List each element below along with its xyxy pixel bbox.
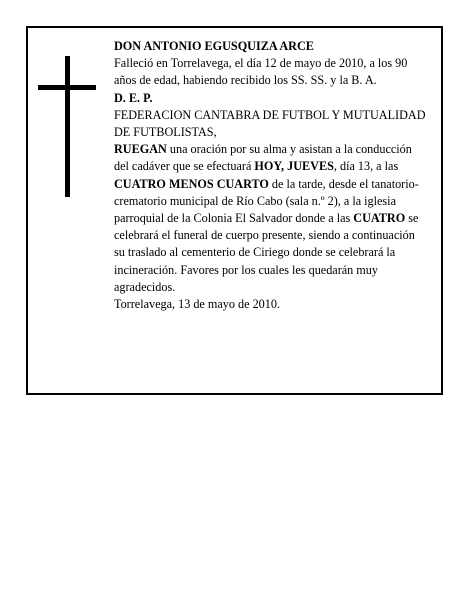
death-announcement: Falleció en Torrelavega, el día 12 de mayo de 2010, a los 90 años de edad, habiendo recibido los SS. SS. y la B. A. — [114, 56, 408, 88]
place-and-date: Torrelavega, 13 de mayo de 2010. — [114, 297, 280, 312]
first-time-label: CUATRO MENOS CUARTO — [114, 176, 269, 191]
second-time-label: CUATRO — [353, 211, 406, 226]
date-text: , día 13, a las — [333, 159, 399, 174]
deceased-name: DON ANTONIO EGUSQUIZA ARCE — [114, 39, 314, 53]
ruegan-label: RUEGAN — [114, 142, 167, 157]
request-text: una oración por su alma y asistan a la conducción del cadáver que se efectuará — [114, 142, 412, 174]
route-text: de la tarde, desde el tanatorio-crematorio municipal de Río Cabo (sala n.º 2), a la iglesia parroquial de la Colonia El Salvador donde a las — [114, 176, 419, 226]
closing-text: se celebrará el funeral de cuerpo presente, siendo a continuación su traslado al cementerio de Ciriego donde se celebrará la incineración. Favores por los cuales les quedarán muy agradecidos. — [114, 211, 419, 294]
day-label: HOY, JUEVES — [254, 159, 334, 174]
obituary-text — [114, 38, 427, 313]
cross-icon — [65, 56, 70, 197]
cross-icon-crossbar — [38, 85, 96, 90]
organization-name: FEDERACION CANTABRA DE FUTBOL Y MUTUALIDAD DE FUTBOLISTAS, — [114, 107, 426, 140]
funeral-details — [114, 141, 427, 296]
dep-abbreviation: D. E. P. — [114, 90, 153, 105]
